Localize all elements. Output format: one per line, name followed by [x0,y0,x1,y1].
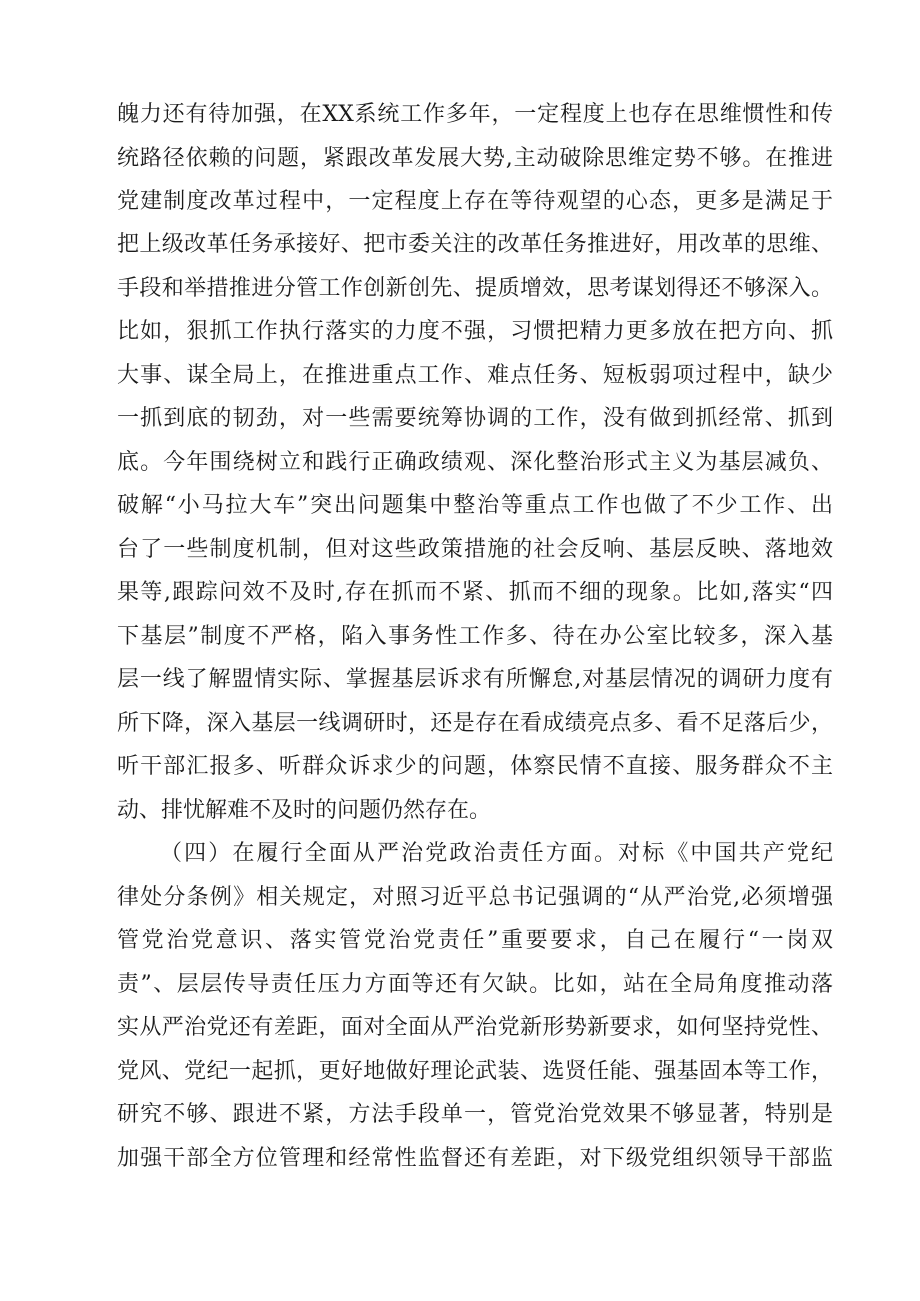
section-heading-line: （四）在履行全面从严治党政治责任方面。对标《中国共产党纪 [160,841,833,866]
text-line: 比如，狠抓工作执行落实的力度不强，习惯把精力更多放在把方向、抓 [117,319,833,344]
text-line: 管党治党意识、落实管党治党责任”重要要求，自己在履行“一岗双 [117,928,833,953]
text-line: 手段和举措推进分管工作创新创先、提质增效，思考谋划得还不够深入。 [117,276,833,301]
text-line: 律处分条例》相关规定，对照习近平总书记强调的“从严治党,必须增强 [117,885,833,910]
text-line: 动、排忧解难不及时的问题仍然存在。 [117,798,492,823]
text-line: 破解“小马拉大车”突出问题集中整治等重点工作也做了不少工作、出 [117,493,833,518]
text-line: 加强干部全方位管理和经常性监督还有差距，对下级党组织领导干部监 [117,1146,833,1171]
text-line: 层一线了解盟情实际、掌握基层诉求有所懈怠,对基层情况的调研力度有 [117,667,833,692]
text-line: 把上级改革任务承接好、把市委关注的改革任务推进好，用改革的思维、 [117,232,833,257]
text-line: 台了一些制度机制，但对这些政策措施的社会反响、基层反映、落地效 [117,537,833,562]
text-line: 下基层”制度不严格，陷入事务性工作多、待在办公室比较多，深入基 [117,624,833,649]
text-line: 果等,跟踪问效不及时,存在抓而不紧、抓而不细的现象。比如,落实“四 [117,580,833,605]
text-line: 党建制度改革过程中，一定程度上存在等待观望的心态，更多是满足于 [117,189,833,214]
text-line: 实从严治党还有差距，面对全面从严治党新形势新要求，如何坚持党性、 [117,1015,833,1040]
text-line: 责”、层层传导责任压力方面等还有欠缺。比如，站在全局角度推动落 [117,972,833,997]
text-line: 听干部汇报多、听群众诉求少的问题，体察民情不直接、服务群众不主 [117,754,833,779]
text-line: 所下降，深入基层一线调研时，还是存在看成绩亮点多、看不足落后少， [117,711,833,736]
text-line: 党风、党纪一起抓，更好地做好理论武装、选贤任能、强基固本等工作， [117,1059,833,1084]
text-line: 底。今年围绕树立和践行正确政绩观、深化整治形式主义为基层减负、 [117,450,833,475]
text-line: 魄力还有待加强，在XX系统工作多年，一定程度上也存在思维惯性和传 [117,102,833,127]
text-line: 统路径依赖的问题，紧跟改革发展大势,主动破除思维定势不够。在推进 [117,146,833,171]
text-line: 一抓到底的韧劲，对一些需要统筹协调的工作，没有做到抓经常、抓到 [117,406,833,431]
text-line: 大事、谋全局上，在推进重点工作、难点任务、短板弱项过程中，缺少 [117,363,833,388]
text-line: 研究不够、跟进不紧，方法手段单一，管党治党效果不够显著，特别是 [117,1102,833,1127]
